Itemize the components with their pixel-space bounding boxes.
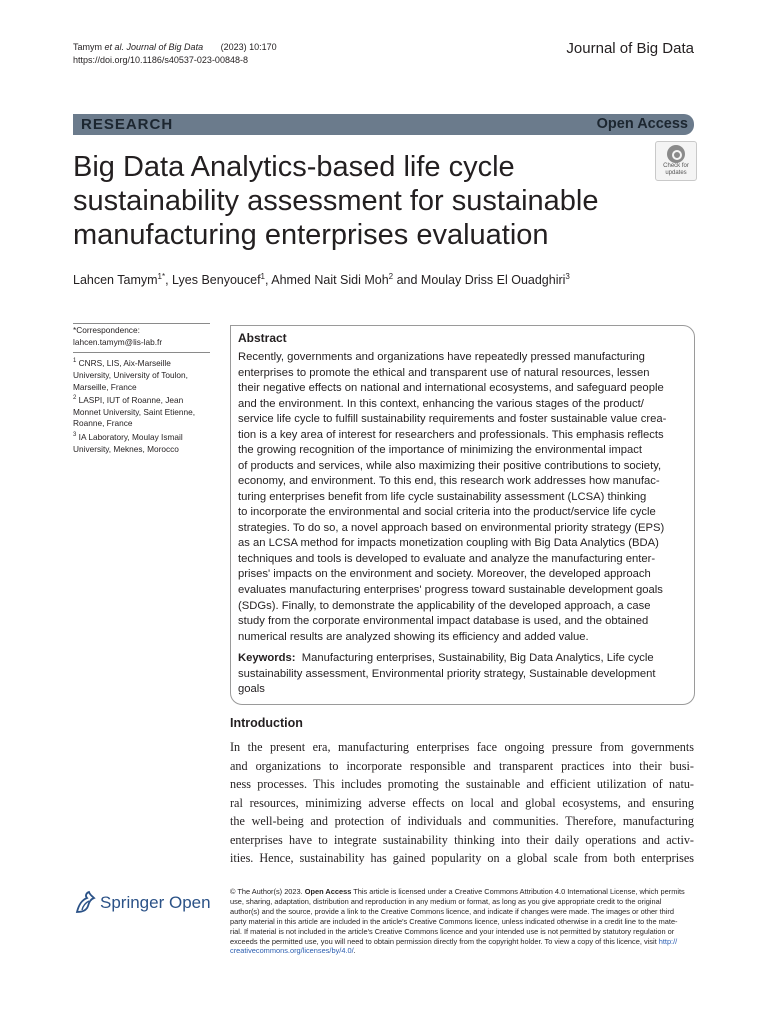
affiliation-line: CNRS, LIS, Aix-Marseille [78,358,171,369]
affiliation-line: Monnet University, Saint Etienne, [73,406,196,417]
introduction-text [230,738,694,868]
abstract-line: strategies. To do so, a novel approach based on environmental priority strategy (EPS) [238,521,665,534]
citation-journal: et al. Journal of Big Data [104,42,204,52]
license-link[interactable]: http:// [658,936,678,946]
abstract-text [238,350,683,645]
affiliation-line: IA Laboratory, Moulay Ismail [78,431,183,442]
article-type-label: RESEARCH [81,116,174,133]
abstract-line: Recently, governments and organizations have repeatedly pressed manufacturing [238,351,645,363]
check-for-updates-badge[interactable] [655,141,697,181]
license-line: rial. If material is not included in the article's Creative Commons licence and your intended use is not permitted by statutory regulation or [230,926,675,936]
title-line: Big Data Analytics-based life cycle [73,151,515,183]
author-affiliation: 1* [157,272,166,281]
affiliation-3 [73,430,210,455]
abstract-heading: Abstract [238,331,287,345]
license-line: use, sharing, adaptation, distribution and reproduction in any medium or format, as long as you give appropriate credit to the original [230,896,662,906]
license-footer [230,887,694,956]
citation-author: Tamym [73,42,102,52]
open-access-label: Open Access [596,116,688,132]
author-list [73,272,570,287]
intro-line: and organizations to incorporate responsible and transparent practices into their busi- [230,758,694,773]
intro-line: the well-being and protection of individuals and communities. Therefore, manufacturing [230,814,694,828]
license-line: exceeds the permitted use, you will need to obtain permission directly from the copyright holder. To view a copy of this licence, visit [230,936,659,946]
affiliation-line: Marseille, France [73,381,137,392]
abstract-line: prises' impacts on the environment and society. Moreover, the developed approach [238,568,651,581]
keywords-line: sustainability assessment, Environmental priority strategy, Sustainable development [238,667,656,680]
title-line: manufacturing enterprises evaluation [73,219,549,251]
license-line: party material in this article are included in the article's Creative Commons licence, unless indicated otherwise in a credit line to the mate- [230,916,678,926]
correspondence-email[interactable]: lahcen.tamym@lis-lab.fr [73,336,163,347]
keywords-label: Keywords: [238,652,296,664]
article-title [73,150,643,252]
keywords-line: goals [238,683,265,696]
abstract-line: turing enterprises benefit from life cycle sustainability assessment (LCSA) thinking [238,490,647,503]
affiliation-line: University, Meknes, Morocco [73,443,179,454]
introduction-heading: Introduction [230,716,303,730]
abstract-line: and the environment. In this context, enhancing the various stages of the product/ [238,397,644,410]
doi-link[interactable]: https://doi.org/10.1186/s40537-023-00848-8 [73,55,248,65]
intro-line: ness processes. This includes promoting the sustainable and efficient utilization of natu- [230,777,694,791]
check-updates-icon [667,145,685,163]
affiliation-1 [73,356,210,393]
sidebar-divider [73,352,210,353]
author-affiliation: 1 [260,272,265,281]
keywords [238,651,683,698]
copyright: © The Author(s) 2023. [230,887,303,896]
abstract-line: evaluates manufacturing enterprises' progress toward sustainable development goals [238,583,663,596]
author-affiliation: 3 [565,272,570,281]
abstract-line: tion is a key area of interest for researchers and professionals. This emphasis reflects [238,428,664,441]
intro-line: ities. Hence, sustainability has gained popularity on a global scale from both enterprises [230,851,694,865]
affiliation-line: Roanne, France [73,418,133,429]
license-text: This article is licensed under a Creative Commons Attribution 4.0 International License, which permits [351,887,685,896]
logo-open: Open [169,893,211,912]
sidebar-top-rule [73,323,210,324]
springer-open-logo[interactable] [73,888,215,918]
intro-line: enterprises have to integrate sustainability thinking into their daily operations and activ- [230,832,694,847]
author-name[interactable]: , Lyes Benyoucef [165,273,261,288]
affiliation-line: University, University of Toulon, [73,369,188,380]
springer-horse-icon [73,890,97,916]
affiliation-2 [73,393,210,430]
abstract-line: (SDGs). Finally, to demonstrate the applicability of the developed approach, a case [238,599,651,612]
intro-line: In the present era, manufacturing enterprises face ongoing pressure from governments [230,740,694,754]
affiliation-line: LASPI, IUT of Roanne, Jean [78,395,184,406]
license-link[interactable]: creativecommons.org/licenses/by/4.0/ [230,946,354,956]
author-affiliation: 2 [388,272,394,281]
keywords-line: Manufacturing enterprises, Sustainability, Big Data Analytics, Life cycle [301,652,654,664]
article-type-banner [73,114,694,135]
abstract-line: study from the corporate environmental impact database is used, and the obtained [238,615,649,628]
affiliation-number: 3 [73,432,77,439]
abstract-line: service life cycle to fulfill sustainability requirements and foster sustainable value crea- [238,413,667,426]
author-name[interactable]: and Moulay Driss El Ouadghiri [393,273,566,288]
abstract-line: as an LCSA method for impacts monetization coupling with Big Data Analytics (BDA) [238,537,659,550]
abstract-line: of products and services, while also maximizing their positive contributions to society, [238,459,662,472]
abstract-line: to incorporate the environmental and social criteria into the product/service life cycle [238,506,656,519]
abstract-line: enterprises to promote the ethical and transparent use of natural resources, lessen [238,366,650,379]
correspondence-label: *Correspondence: [73,325,140,335]
affiliation-number: 1 [73,358,77,365]
abstract-line: techniques and tools is developed to evaluate and analyze the manufacturing enter- [238,552,656,565]
title-line: sustainability assessment for sustainable [73,185,599,217]
abstract-line: numerical results are analyzed showing its efficiency and added value. [238,630,589,643]
abstract-line: economy, and environment. To this end, this research work addresses how manufac- [238,475,660,488]
license-end: . [353,946,356,956]
abstract-line: the growing recognition of the importance of minimizing the environmental impact [238,444,642,457]
correspondence-sidebar [73,325,210,455]
citation-year: (2023) 10:170 [220,42,277,52]
intro-line: ral resources, minimizing adverse effects on local and global ecosystems, and ensuring [230,795,694,810]
abstract-line: their negative effects on national and international ecosystems, and safeguard people [238,382,664,395]
footer-open-access: Open Access [304,887,352,896]
badge-line1: Check for [663,163,689,169]
author-name[interactable]: , Ahmed Nait Sidi Moh [265,273,389,288]
logo-springer: Springer [100,893,165,912]
citation-header [73,41,277,67]
license-line: author(s) and the source, provide a link to the Creative Commons licence, and indicate if changes were made. The images or other third [230,906,674,916]
journal-name: Journal of Big Data [566,40,694,57]
author-name[interactable]: Lahcen Tamym [73,273,158,288]
affiliation-number: 2 [73,395,77,402]
badge-line2: updates [665,170,687,176]
